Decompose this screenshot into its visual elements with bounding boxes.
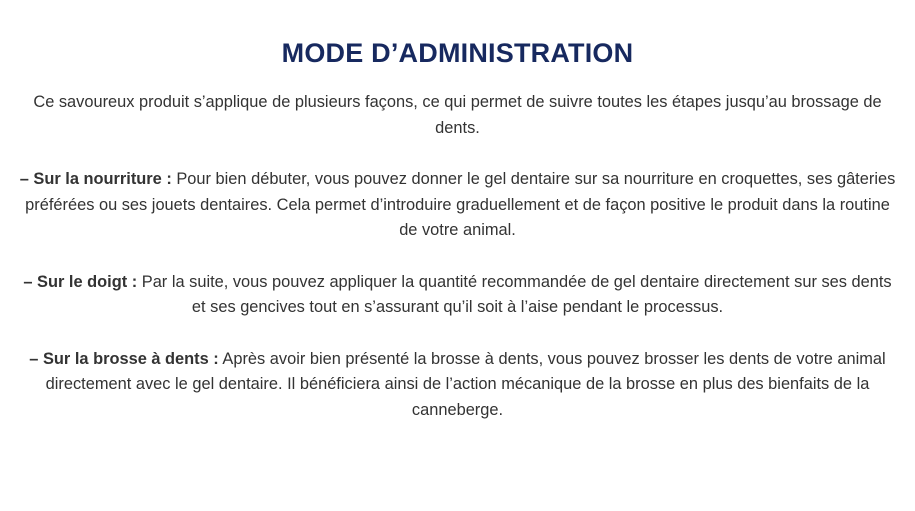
method-food-paragraph <box>16 167 899 244</box>
method-finger-text: Par la suite, vous pouvez appliquer la quantité recommandée de gel dentaire directement sur ses dents et ses gencives tout en s’assurant qu’il soit à l’aise pendant le processus. <box>137 272 892 316</box>
method-finger-lead: – Sur le doigt : <box>23 272 138 291</box>
section-title: MODE D’ADMINISTRATION <box>281 38 634 68</box>
intro-paragraph: Ce savoureux produit s’applique de plusieurs façons, ce qui permet de suivre toutes les étapes jusqu’au brossage de dents. <box>33 93 882 137</box>
method-food-lead: – Sur la nourriture : <box>19 170 172 188</box>
administration-section <box>0 36 915 423</box>
method-toothbrush-text: Après avoir bien présenté la brosse à dents, vous pouvez brosser les dents de votre animal directement avec le gel dentaire. Il bénéficiera ainsi de l’action mécanique de la brosse en plus des bienfaits de la canneberge. <box>45 349 886 419</box>
method-toothbrush-lead: – Sur la brosse à dents : <box>29 349 219 368</box>
method-finger-paragraph <box>16 270 899 321</box>
method-toothbrush-paragraph <box>16 347 899 424</box>
method-food-text: Pour bien débuter, vous pouvez donner le gel dentaire sur sa nourriture en croquettes, ses gâteries préférées ou ses jouets dentaires. Cela permet d’introduire graduellement et de façon positive le produit dans la routine de votre animal. <box>25 170 896 239</box>
